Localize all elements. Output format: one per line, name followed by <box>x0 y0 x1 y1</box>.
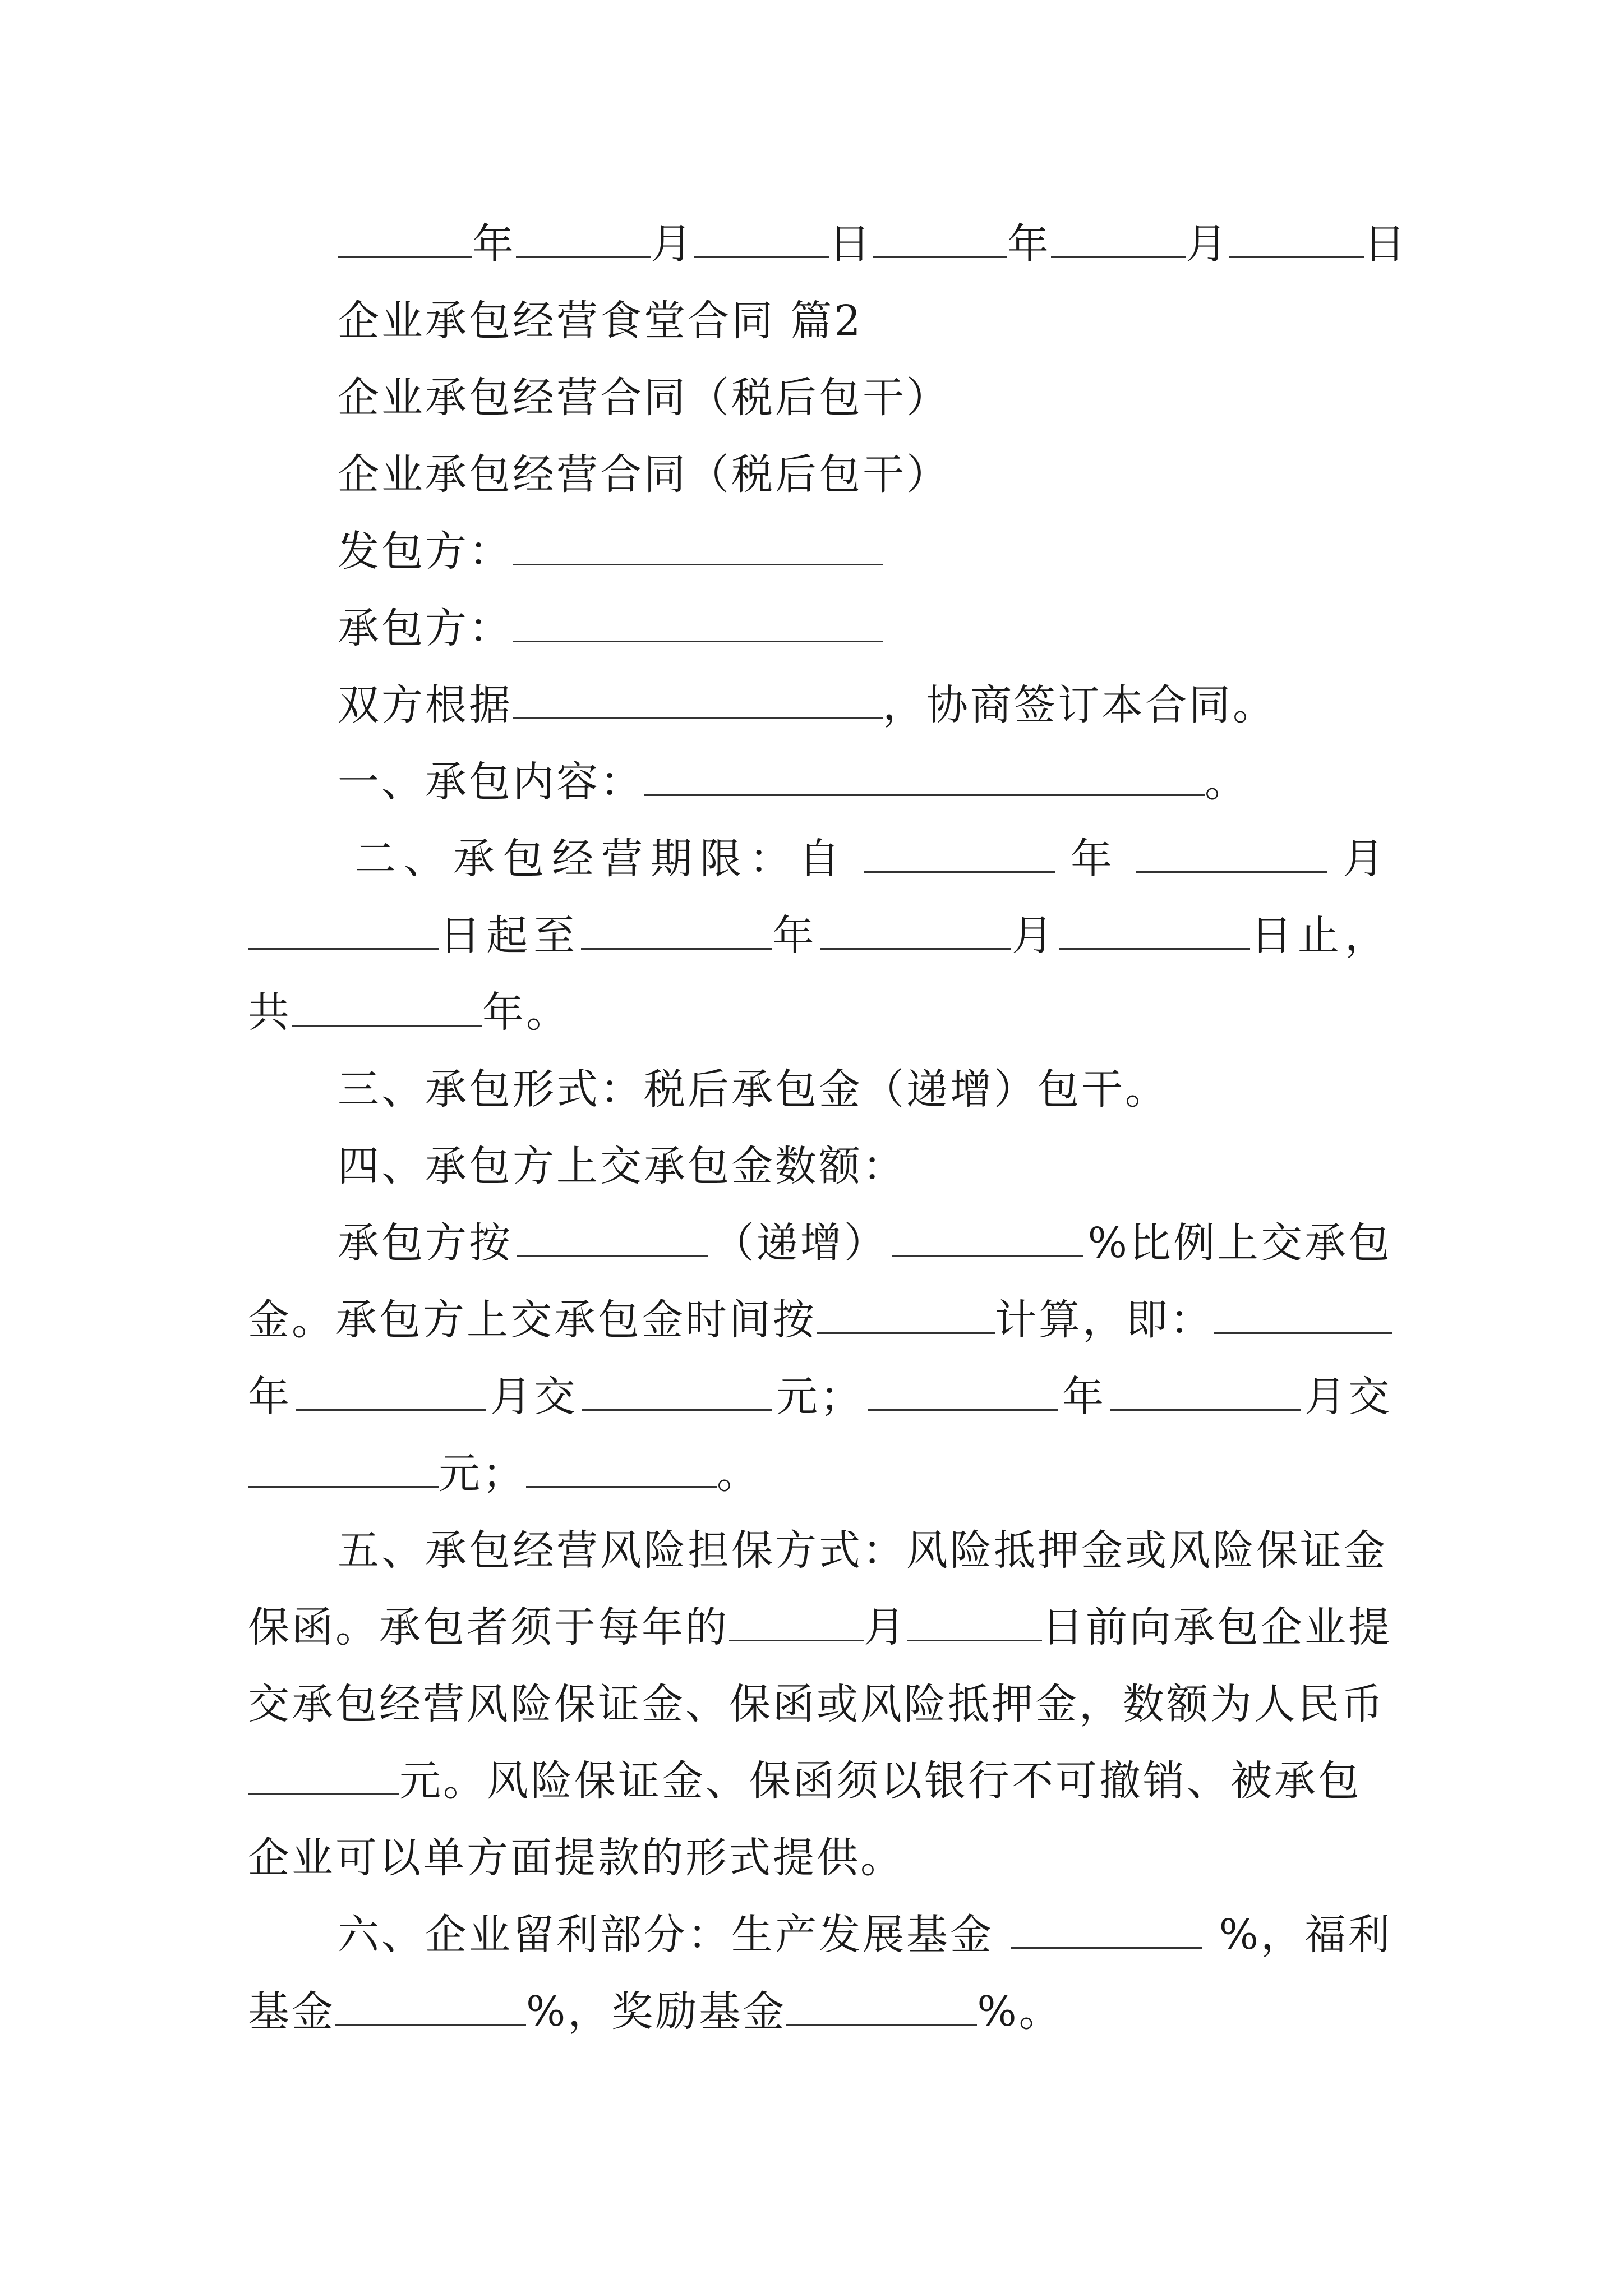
year-blank <box>868 1377 1058 1411</box>
total-label: 共 <box>248 988 292 1037</box>
basis-label: 承包方按 <box>338 1219 513 1267</box>
period-blank <box>817 1300 995 1334</box>
submit-label: 日前向承包企业提 <box>1042 1603 1392 1651</box>
welfare-label: %，福利 <box>1219 1911 1392 1959</box>
day-blank <box>907 1607 1042 1641</box>
ratio-label: %比例上交承包 <box>1087 1219 1392 1267</box>
years-label: 年。 <box>482 988 570 1037</box>
guarantee-text: 元。风险保证金、保函须以银行不可撤销、被承包 <box>399 1757 1362 1805</box>
contract-title: 企业承包经营合同（税后包干） <box>338 450 950 499</box>
date-fill: 月 <box>1051 223 1229 265</box>
percent-blank <box>786 1991 977 2026</box>
basis-suffix: ，协商签订本合同。 <box>883 681 1276 729</box>
month-blank <box>729 1607 864 1641</box>
year-label: 年 <box>1062 1373 1106 1421</box>
clause-6-line-2 <box>248 1987 1392 2036</box>
date-row <box>338 220 1408 268</box>
party-b-line <box>338 604 1482 652</box>
basis-blank <box>513 685 883 719</box>
clause-5-line-1: 五、承包经营风险担保方式：风险抵押金或风险保证金 <box>338 1526 1387 1575</box>
contract-title: 企业承包经营合同（税后包干） <box>338 374 950 422</box>
month-label: 月 <box>864 1603 907 1651</box>
year-blank <box>864 839 1055 873</box>
basis-line <box>338 681 1482 729</box>
clause-4-title: 四、承包方上交承包金数额： <box>338 1142 906 1190</box>
clause-2-line-3 <box>248 988 1392 1037</box>
clause-4-line-2 <box>248 1296 1392 1344</box>
year-blank <box>581 915 772 950</box>
clause-5-line-3: 交承包经营风险保证金、保函或风险抵押金，数额为人民币 <box>248 1680 1385 1728</box>
clause-3: 三、承包形式：税后承包金（递增）包干。 <box>338 1065 1169 1114</box>
deadline-label: 保函。承包者须于每年的 <box>248 1603 729 1651</box>
calc-label: 计算，即： <box>995 1296 1214 1344</box>
month-blank <box>1136 839 1327 873</box>
amount-blank <box>248 1761 399 1795</box>
party-b-blank <box>513 608 883 642</box>
clause-4-line-4 <box>248 1450 1392 1498</box>
clause-5-line-4 <box>248 1757 1392 1805</box>
clause-2-label: 二、承包经营期限：自 <box>354 835 848 883</box>
year-label: 年 <box>248 1373 292 1421</box>
date-fill: 月 <box>516 223 694 265</box>
clause-5-line-5: 企业可以单方面提款的形式提供。 <box>248 1834 904 1882</box>
month-blank <box>296 1377 486 1411</box>
more-blank <box>526 1453 717 1488</box>
time-label: 金。承包方上交承包金时间按 <box>248 1296 817 1344</box>
yuan-label: 元； <box>776 1373 864 1421</box>
percent-blank <box>1011 1915 1202 1949</box>
date-fill: 日 <box>694 223 873 265</box>
percent-blank <box>892 1223 1083 1257</box>
party-a-label: 发包方： <box>338 527 513 576</box>
section-heading: 企业承包经营食堂合同 篇2 <box>338 297 863 345</box>
party-a-line <box>338 527 1482 576</box>
amount-blank <box>248 1453 439 1488</box>
month-label: 月 <box>1011 912 1059 960</box>
clause-6-line-1 <box>338 1911 1392 1959</box>
date-fill: 日 <box>1229 223 1408 265</box>
yuan-label: 元； <box>439 1450 526 1498</box>
period-mark: 。 <box>717 1450 760 1498</box>
clause-2-line-2 <box>248 912 1392 960</box>
percent-blank <box>335 1991 526 2026</box>
clause-1-suffix: 。 <box>1205 758 1248 806</box>
clause-5-line-2 <box>248 1603 1392 1651</box>
increment-label: （递增） <box>712 1219 888 1267</box>
years-blank <box>292 992 482 1027</box>
base-blank <box>517 1223 708 1257</box>
month-blank <box>820 915 1011 950</box>
content-blank <box>644 762 1205 796</box>
day-blank <box>1059 915 1250 950</box>
clause-2-line-1 <box>354 835 1392 883</box>
year-label: 年 <box>1071 835 1120 883</box>
amount-blank <box>582 1377 772 1411</box>
year-blank <box>1214 1300 1392 1334</box>
fund-label: 基金 <box>248 1987 335 2036</box>
clause-4-line-3 <box>248 1373 1392 1421</box>
party-b-label: 承包方： <box>338 604 513 652</box>
retained-profit-label: 六、企业留利部分：生产发展基金 <box>338 1911 994 1959</box>
end-label: 日止， <box>1250 912 1392 960</box>
month-label: 月 <box>1343 835 1392 883</box>
pay-label: 月交 <box>1304 1373 1392 1421</box>
pay-label: 月交 <box>490 1373 578 1421</box>
party-a-blank <box>513 531 883 565</box>
date-fill: 年 <box>338 223 516 265</box>
clause-1 <box>338 758 1482 806</box>
basis-prefix: 双方根据 <box>338 681 513 729</box>
month-blank <box>1110 1377 1301 1411</box>
percent-end: %。 <box>977 1987 1063 2036</box>
year-label: 年 <box>772 912 820 960</box>
date-fill: 年 <box>873 223 1051 265</box>
start-label: 日起至 <box>439 912 581 960</box>
clause-1-prefix: 一、承包内容： <box>338 758 644 806</box>
clause-4-line-1 <box>338 1219 1392 1267</box>
reward-label: %，奖励基金 <box>526 1987 787 2036</box>
day-blank <box>248 915 439 950</box>
